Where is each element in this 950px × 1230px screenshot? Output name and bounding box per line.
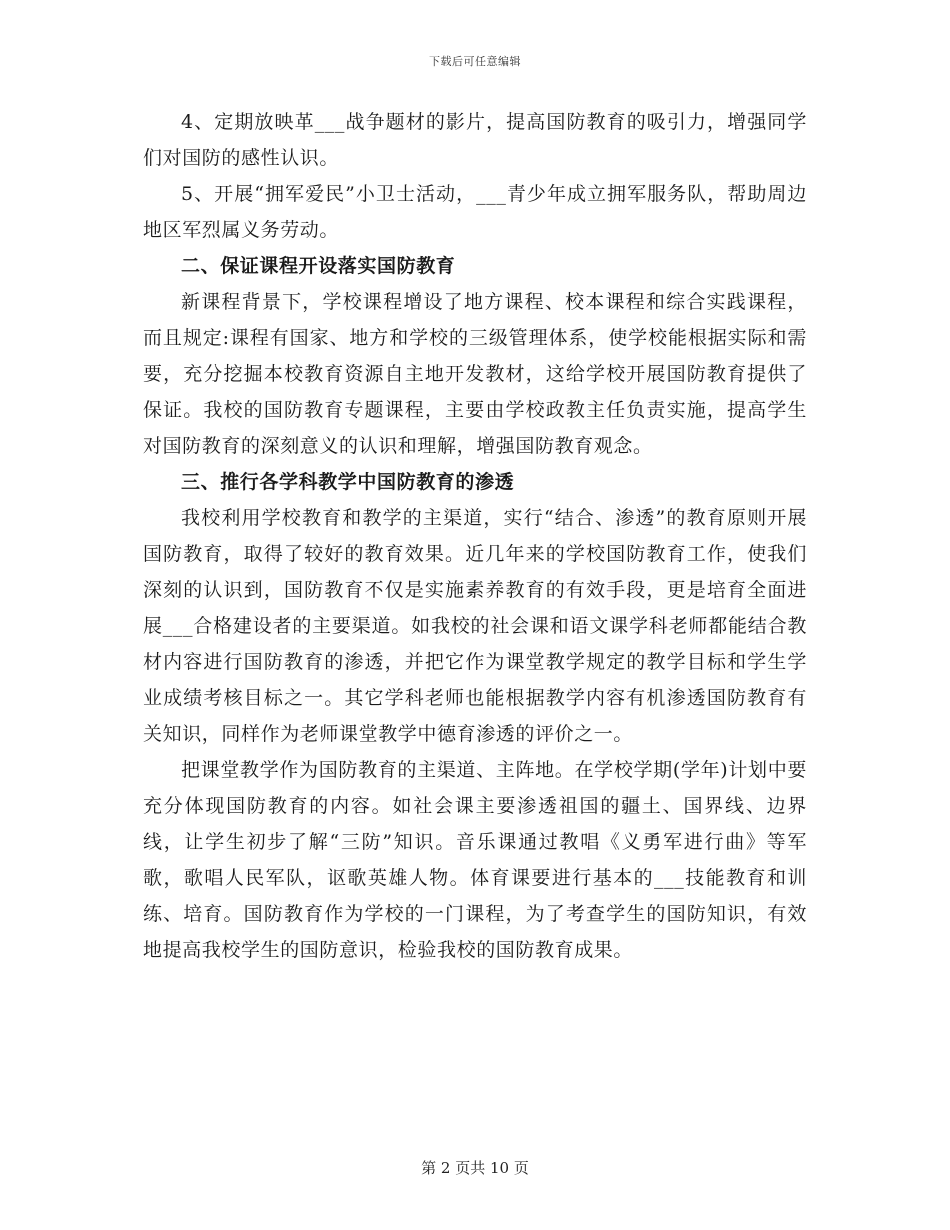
header-note: 下载后可任意编辑: [429, 55, 521, 68]
section-heading-2: 二、保证课程开设落实国防教育: [181, 255, 456, 277]
page-number: 第 2 页共 10 页: [421, 1159, 529, 1177]
section-heading-3: 三、推行各学科教学中国防教育的渗透: [181, 471, 515, 493]
paragraph-subject-teaching: 我校利用学校教育和教学的主渠道，实行“结合、渗透”的教育原则开展国防教育，取得了较好的教育效果。近几年来的学校国防教育工作，使我们深刻的认识到，国防教育不仅是实施素养教育的有效手段，更是培育全面进展___合格建设者的主要渠道。如我校的社会课和语文课学科老师都能结合教材内容进行国防教育的渗透，并把它作为课堂教学规定的教学目标和学生学业成绩考核目标之一。其它学科老师也能根据教学内容有机渗透国防教育有关知识，同样作为老师课堂教学中德育渗透的评价之一。: [143, 507, 807, 745]
paragraph-classroom-channel: 把课堂教学作为国防教育的主渠道、主阵地。在学校学期(学年)计划中要充分体现国防教育的内容。如社会课主要渗透祖国的疆土、国界线、边界线，让学生初步了解“三防”知识。音乐课通过教唱《义勇军进行曲》等军歌，歌唱人民军队，讴歌英雄人物。体育课要进行基本的___技能教育和训练、培育。国防教育作为学校的一门课程，为了考查学生的国防知识，有效地提高我校学生的国防意识，检验我校的国防教育成果。: [143, 759, 807, 961]
document-body: [143, 104, 807, 968]
paragraph-item-4: 4、定期放映革___战争题材的影片，提高国防教育的吸引力，增强同学们对国防的感性认识。: [143, 111, 807, 169]
paragraph-item-5: 5、开展“拥军爱民”小卫士活动，___青少年成立拥军服务队，帮助周边地区军烈属义务劳动。: [143, 183, 807, 241]
paragraph-curriculum: 新课程背景下，学校课程增设了地方课程、校本课程和综合实践课程，而且规定:课程有国家、地方和学校的三级管理体系，使学校能根据实际和需要，充分挖掘本校教育资源自主地开发教材，这给学校开展国防教育提供了保证。我校的国防教育专题课程，主要由学校政教主任负责实施，提高学生对国防教育的深刻意义的认识和理解，增强国防教育观念。: [143, 291, 807, 457]
